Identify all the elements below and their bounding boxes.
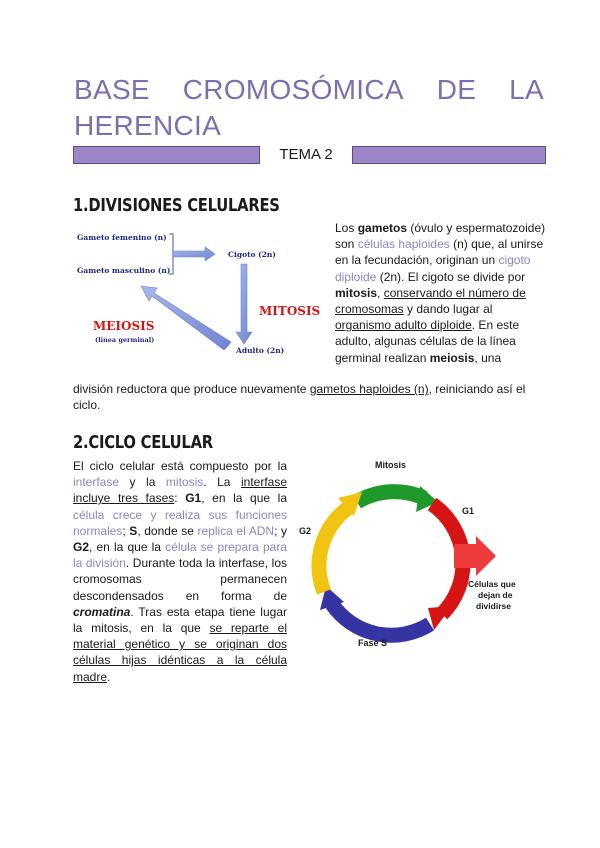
divisiones-diagram bbox=[73, 222, 333, 362]
diagram-label-linea-germinal: (línea germinal) bbox=[95, 336, 155, 344]
highlight-term: mitosis bbox=[165, 475, 204, 490]
bold-term: gametos bbox=[357, 221, 408, 235]
text-run: , en la que la bbox=[201, 491, 287, 506]
bold-term: mitosis bbox=[335, 285, 378, 300]
cycle-label-salida-1: Células que bbox=[468, 579, 516, 589]
bold-term: S bbox=[129, 523, 138, 538]
text-run: ; y bbox=[274, 523, 287, 538]
highlight-term: interfase bbox=[73, 475, 120, 490]
arc-fase-s-blue bbox=[332, 604, 430, 635]
title-word: CROMOSÓMICA bbox=[182, 74, 404, 105]
bold-term: G2 bbox=[73, 540, 90, 555]
paragraph-divisiones-continued bbox=[73, 381, 548, 413]
highlight-term: célula crece y realiza sus funciones normales bbox=[73, 507, 287, 538]
highlight-term: cigoto diploide bbox=[335, 253, 531, 284]
paragraph-ciclo bbox=[73, 458, 287, 685]
underlined-term: gametos haploides (n) bbox=[309, 382, 429, 396]
decorative-bar-right bbox=[352, 146, 546, 164]
title-word: HERENCIA bbox=[74, 110, 222, 141]
text-run: : bbox=[174, 491, 186, 506]
text-run: , en la que la bbox=[89, 540, 166, 555]
arrow-to-cigoto bbox=[173, 247, 215, 261]
underlined-term: se reparte el material genético y se originan dos células hijas idénticas a la célula madre bbox=[73, 621, 288, 684]
cycle-label-salida-2: dejan de bbox=[478, 590, 513, 600]
text-run: ; bbox=[122, 523, 130, 538]
section-heading-divisiones: 1.DIVISIONES CELULARES bbox=[73, 195, 280, 216]
cycle-label-mitosis: Mitosis bbox=[375, 460, 407, 470]
cycle-label-fase-s: Fase S bbox=[358, 638, 388, 648]
diagram-label-gameto-femenino: Gameto femenino (n) bbox=[77, 233, 167, 242]
text-run: . Durante toda la interfase, los cromosomas permanecen descondensados en forma de bbox=[73, 556, 287, 603]
text-run: , donde se bbox=[137, 523, 198, 538]
text-run: . bbox=[107, 669, 111, 684]
underlined-term: conservando el número de cromosomas bbox=[335, 285, 526, 317]
highlight-term: células haploides bbox=[357, 237, 450, 252]
diagram-label-meiosis: MEIOSIS bbox=[93, 319, 155, 333]
arc-mitosis-green bbox=[357, 492, 424, 502]
diagram-label-mitosis: MITOSIS bbox=[259, 304, 321, 318]
section-heading-ciclo: 2.CICLO CELULAR bbox=[73, 432, 213, 453]
text-run: división reductora que produce nuevamente bbox=[73, 382, 310, 396]
text-run: . En este adulto, algunas células de la línea germinal realizan bbox=[335, 318, 520, 365]
highlight-term: replica el ADN bbox=[197, 523, 275, 538]
title-word: DE bbox=[436, 74, 477, 105]
text-run: (2n). El cigoto se divide por bbox=[376, 269, 526, 284]
text-run: y dando lugar al bbox=[403, 302, 493, 317]
text-run: (n) que, al unirse en la fecundación, originan un bbox=[335, 237, 544, 268]
text-run: , bbox=[377, 285, 384, 300]
bold-term: meiosis bbox=[429, 350, 475, 365]
text-run: . Tras esta etapa tiene lugar la mitosis, en la que bbox=[73, 604, 287, 636]
text-run: , una bbox=[474, 350, 502, 365]
cycle-label-g2: G2 bbox=[299, 526, 312, 536]
decorative-bar-left bbox=[73, 146, 260, 164]
cycle-label-salida-3: dividirse bbox=[476, 601, 511, 611]
tema-label: TEMA 2 bbox=[279, 146, 333, 163]
paragraph-divisiones bbox=[335, 220, 547, 366]
arc-g2-yellow bbox=[319, 508, 348, 592]
underlined-term: organismo adulto diploide bbox=[335, 318, 472, 333]
highlight-term: célula se prepara para la división bbox=[73, 540, 287, 571]
diagram-label-gameto-masculino: Gameto masculino (n) bbox=[77, 266, 171, 275]
text-run: y la bbox=[119, 475, 166, 490]
diagram-label-adulto: Adulto (2n) bbox=[236, 346, 285, 355]
text-run: , reiniciando así el ciclo. bbox=[73, 382, 526, 413]
text-run: Los bbox=[335, 221, 358, 235]
text-run: . La bbox=[203, 475, 241, 490]
text-run: (óvulo y espermatozoide) son bbox=[335, 221, 546, 252]
arrow-meiosis-up bbox=[141, 286, 231, 350]
page-title bbox=[74, 72, 544, 144]
diagram-label-cigoto: Cigoto (2n) bbox=[228, 250, 276, 259]
arrow-mitosis-down bbox=[236, 264, 252, 344]
text-run: El ciclo celular está compuesto por la bbox=[73, 459, 287, 473]
underlined-term: interfase incluye tres fases bbox=[73, 475, 288, 506]
cell-cycle-diagram bbox=[292, 452, 554, 664]
bold-term: G1 bbox=[185, 491, 202, 506]
title-word: BASE bbox=[74, 74, 150, 105]
bold-italic-term: cromatina bbox=[73, 604, 131, 619]
cycle-label-g1: G1 bbox=[462, 506, 475, 516]
title-word: LA bbox=[509, 74, 544, 105]
